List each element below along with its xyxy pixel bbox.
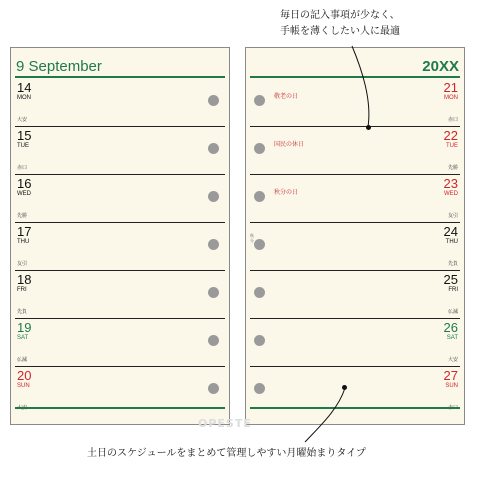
top-callout-line xyxy=(352,46,369,127)
weekday-label: MON xyxy=(17,95,31,101)
weekday-label: SAT xyxy=(446,335,458,341)
date-number: 25 xyxy=(443,272,458,287)
weekday-label: TUE xyxy=(17,143,29,149)
watermark-logo: OPESTE xyxy=(198,417,252,430)
weekday-label: MON xyxy=(444,95,458,101)
bottom-callout-dot xyxy=(342,385,347,390)
rokuyo-label: 仏滅 xyxy=(447,309,458,315)
date-number: 17 xyxy=(17,224,32,239)
rokuyo-label: 赤口 xyxy=(17,165,28,171)
bottom-callout-line xyxy=(305,388,345,442)
weekday-label: WED xyxy=(444,191,458,197)
date-number: 23 xyxy=(443,176,458,191)
rokuyo-label: 仏滅 xyxy=(17,357,28,363)
weekday-label: SUN xyxy=(17,383,30,389)
date-number: 15 xyxy=(17,128,32,143)
holiday-label: 秋分の日 xyxy=(274,189,299,196)
date-number: 16 xyxy=(17,176,32,191)
weekday-label: FRI xyxy=(17,287,27,293)
date-number: 18 xyxy=(17,272,32,287)
date-number: 27 xyxy=(443,368,458,383)
weekday-label: TUE xyxy=(446,143,458,149)
top-callout-line1: 毎日の記入事項が少なく、 xyxy=(280,10,400,21)
rokuyo-label: 先負 xyxy=(447,261,458,267)
holiday-label: 敬老の日 xyxy=(274,93,299,100)
rokuyo-label: 先勝 xyxy=(17,213,28,219)
date-number: 22 xyxy=(443,128,458,143)
date-number: 26 xyxy=(443,320,458,335)
date-number: 19 xyxy=(17,320,32,335)
holiday-label: 国民の休日 xyxy=(274,141,305,148)
season-mark: 秋分 xyxy=(250,233,254,243)
date-number: 20 xyxy=(17,368,32,383)
rokuyo-label: 友引 xyxy=(447,213,458,219)
weekday-label: THU xyxy=(17,239,30,245)
month-title: 9 September xyxy=(16,58,102,75)
date-number: 14 xyxy=(17,80,32,95)
weekday-label: THU xyxy=(445,239,458,245)
weekday-label: SAT xyxy=(17,335,29,341)
top-callout-text xyxy=(280,8,400,40)
rokuyo-label: 友引 xyxy=(17,261,28,267)
rokuyo-label: 大安 xyxy=(447,357,458,363)
rokuyo-label: 先勝 xyxy=(447,165,458,171)
date-number: 24 xyxy=(443,224,458,239)
rokuyo-label: 先負 xyxy=(17,309,28,315)
bottom-callout-text: 土日のスケジュールをまとめて管理しやすい月曜始まりタイプ xyxy=(87,448,366,459)
weekday-label: WED xyxy=(17,191,31,197)
weekday-label: FRI xyxy=(448,287,458,293)
rokuyo-label: 大安 xyxy=(17,117,28,123)
date-number: 21 xyxy=(443,80,458,95)
year-title: 20XX xyxy=(422,58,459,75)
rokuyo-label: 赤口 xyxy=(447,117,458,123)
top-callout-dot xyxy=(366,125,371,130)
top-callout-line2: 手帳を薄くしたい人に最適 xyxy=(280,26,400,37)
weekday-label: SUN xyxy=(445,383,458,389)
